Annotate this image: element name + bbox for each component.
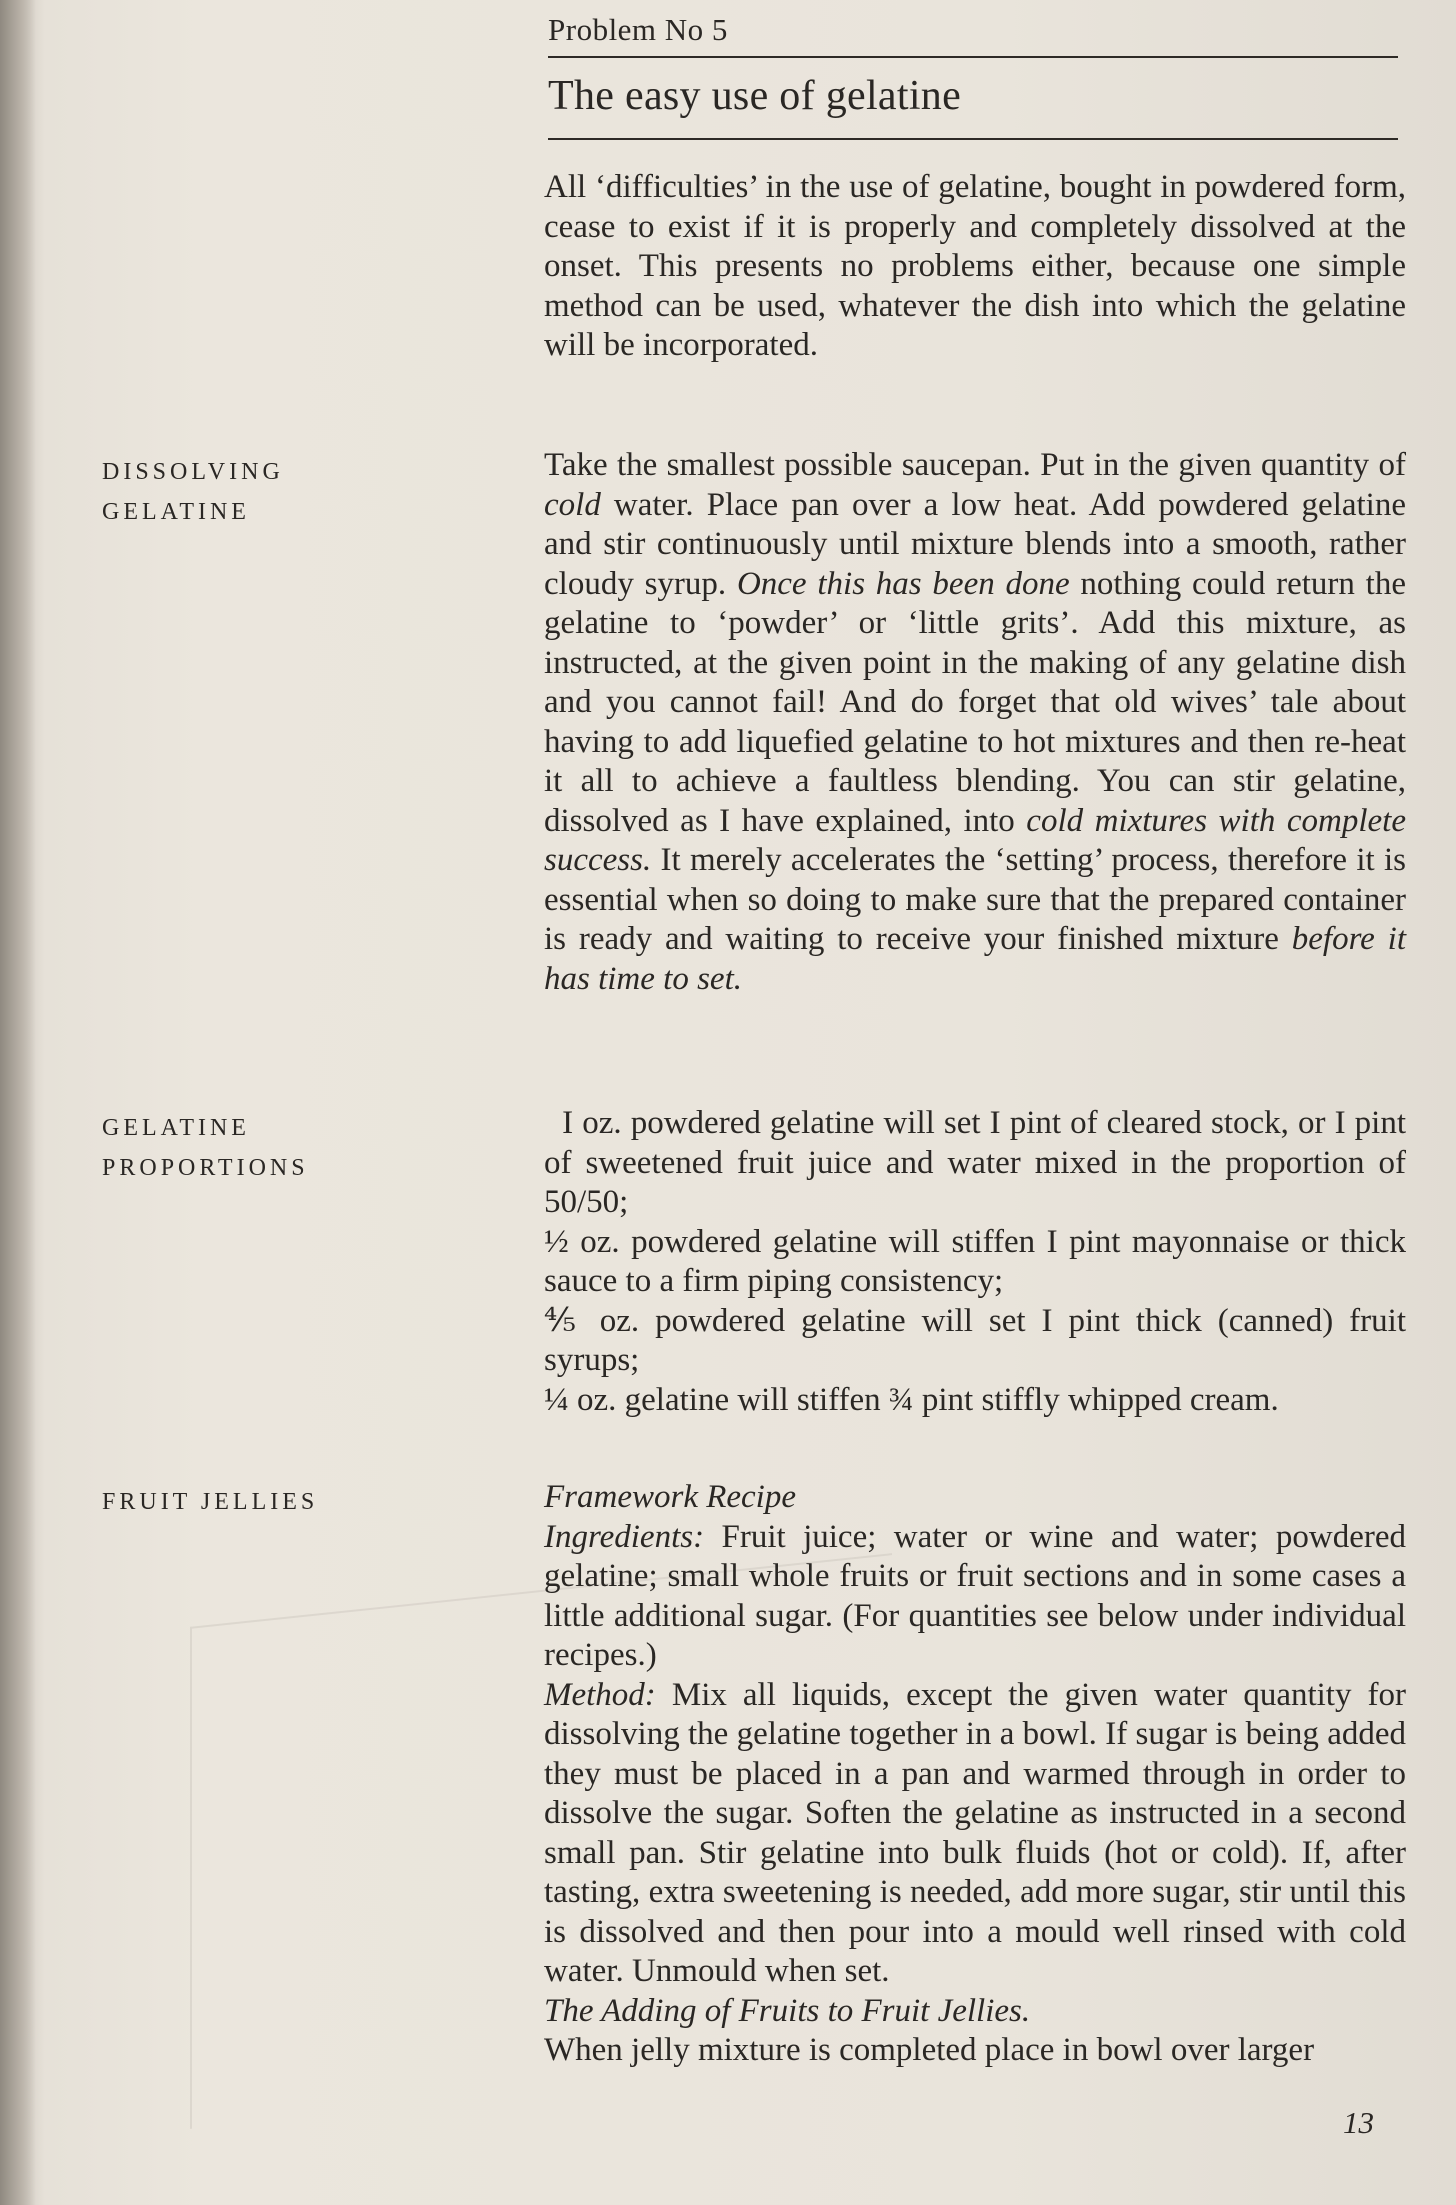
side-label-proportions — [102, 1108, 309, 1188]
text-run: It merely accelerates the ‘setting’ process, therefore it is essential when so doing to make sure that the prepared container is ready and waiting to receive your finished mixture — [544, 842, 1406, 957]
framework-recipe-heading: Framework Recipe — [544, 1479, 796, 1515]
text-run-italic: Once this has been done — [736, 565, 1070, 602]
proportion-line: I oz. powdered gelatine will set I pint of cleared stock, or I pint of sweetened fruit juice and water mixed in the proportion of 50/50; — [544, 1105, 1406, 1220]
side-label-line: GELATINE — [102, 1115, 250, 1141]
adding-fruits-heading: The Adding of Fruits to Fruit Jellies. — [544, 1992, 1031, 2029]
dissolving-paragraph — [544, 446, 1406, 999]
page-number: 13 — [1343, 2105, 1374, 2140]
book-spine-shadow — [0, 0, 36, 2205]
problem-number: Problem No 5 — [548, 12, 728, 47]
ingredients-paragraph — [544, 1518, 1406, 1676]
header-rule-top — [548, 56, 1398, 58]
proportion-line: ½ oz. powdered gelatine will stiffen I pint mayonnaise or thick sauce to a firm piping consistency; — [544, 1223, 1406, 1299]
proportions-list — [544, 1104, 1406, 1420]
adding-fruits-text: When jelly mixture is completed place in bowl over larger — [544, 2032, 1315, 2068]
ingredients-label: Ingredients: — [544, 1518, 705, 1555]
ingredients-text: Fruit juice; water or wine and water; powdered gelatine; small whole fruits or fruit sections and in some cases a little additional sugar. (For quantities see below under individual recipes.) — [544, 1518, 1406, 1673]
header-rule-bottom — [548, 138, 1398, 140]
proportion-line: ⅘ oz. powdered gelatine will set I pint thick (canned) fruit syrups; — [544, 1302, 1406, 1378]
text-run-italic: cold — [544, 486, 601, 523]
text-run-italic: before it has time to set. — [544, 921, 1406, 997]
method-label: Method: — [544, 1676, 656, 1713]
method-text: Mix all liquids, except the given water quantity for dissolving the gelatine together in a bowl. If sugar is being added they must be placed in a pan and warmed through in order to dissolve the sugar. Soften the gelatine as instructed in a second small pan. Stir gelatine into bulk fluids (hot or cold). If, after tasting, extra sweetening is needed, add more sugar, stir until this is dissolved and then pour into a mould well rinsed with cold water. Unmould when set. — [544, 1676, 1406, 1989]
text-run: water. Place pan over a low heat. Add powdered gelatine and stir continuously until mixture blends into a smooth, rather cloudy syrup. — [544, 486, 1406, 602]
intro-paragraph: All ‘difficulties’ in the use of gelatine, bought in powdered form, cease to exist if it is properly and completely dissolved at the onset. This presents no problems either, because one simple method can be used, whatever the dish into which the gelatine will be incorporated. — [544, 169, 1406, 363]
side-label-fruit-jellies — [102, 1482, 318, 1522]
side-label-line: GELATINE — [102, 499, 250, 525]
side-label-line: DISSOLVING — [102, 459, 284, 485]
text-run-italic: cold mixtures with complete success. — [544, 802, 1406, 878]
page-title: The easy use of gelatine — [548, 73, 962, 119]
fruit-jellies-section — [544, 1478, 1406, 2071]
text-run: nothing could return the gelatine to ‘powder’ or ‘little grits’. Add this mixture, as instructed, at the given point in the making of any gelatine dish and you cannot fail! And do forget that old wives’ tale about having to add liquefied gelatine to hot mixtures and then re-heat it all to achieve a faultless blending. You can stir gelatine, dissolved as I have explained, into — [544, 565, 1406, 839]
text-run: Take the smallest possible saucepan. Put in the given quantity of — [544, 447, 1406, 483]
side-label-line: PROPORTIONS — [102, 1155, 309, 1181]
side-label-dissolving — [102, 452, 284, 532]
proportion-line: ¼ oz. gelatine will stiffen ¾ pint stiffly whipped cream. — [544, 1381, 1279, 1418]
side-label-line: FRUIT JELLIES — [102, 1489, 319, 1515]
method-paragraph — [544, 1676, 1406, 1992]
